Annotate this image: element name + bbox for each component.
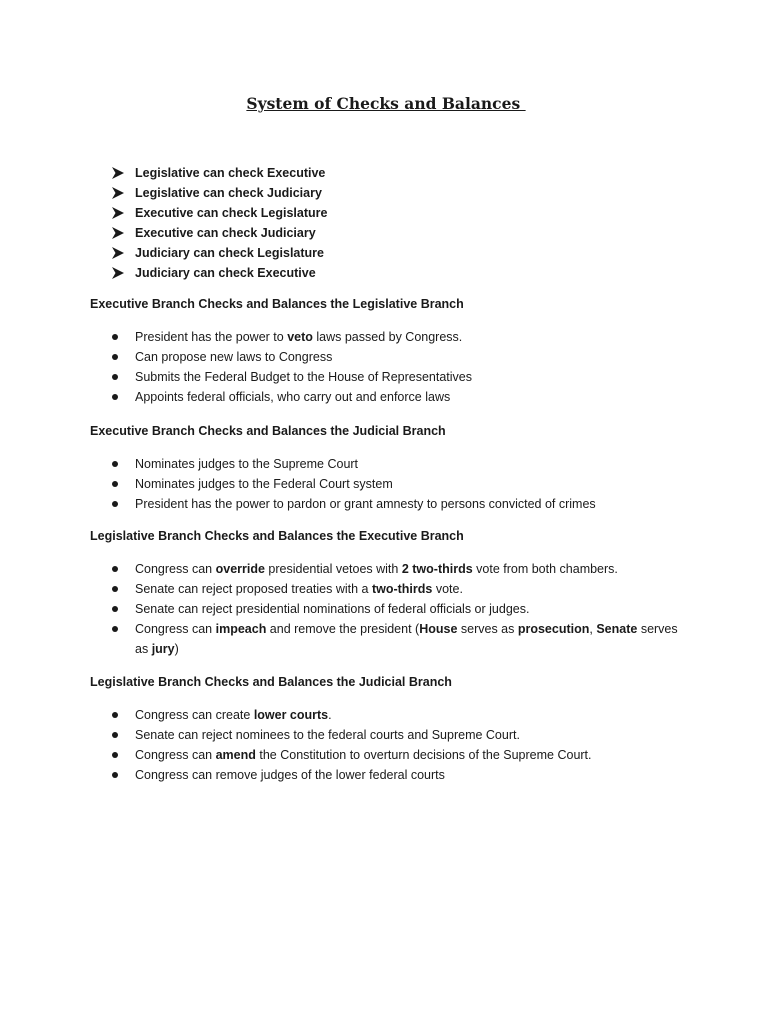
list-item: Congress can impeach and remove the president (House serves as prosecution, Senate serves as jury) <box>90 619 680 659</box>
list-item <box>112 203 327 223</box>
section-heading: Executive Branch Checks and Balances the Legislative Branch <box>90 297 464 311</box>
list-item: Senate can reject proposed treaties with a two-thirds vote. <box>90 579 680 599</box>
bullet-dot-icon <box>112 461 118 467</box>
section-heading: Legislative Branch Checks and Balances the Judicial Branch <box>90 675 452 689</box>
list-item: Nominates judges to the Supreme Court <box>90 454 680 474</box>
arrowhead-bullet-icon <box>112 247 135 259</box>
arrowhead-bullet-icon <box>112 187 135 199</box>
bullet-list <box>90 705 690 785</box>
bullet-dot-icon <box>112 772 118 778</box>
list-item: Senate can reject presidential nominations of federal officials or judges. <box>90 599 680 619</box>
summary-item-label: Legislative can check Executive <box>135 166 326 180</box>
list-item <box>112 243 327 263</box>
list-item <box>112 163 327 183</box>
list-item: Senate can reject nominees to the federal courts and Supreme Court. <box>90 725 680 745</box>
summary-list <box>112 163 327 283</box>
section-executive-legislative <box>90 296 690 407</box>
bullet-dot-icon <box>112 712 118 718</box>
bullet-dot-icon <box>112 566 118 572</box>
page-title: System of Checks and Balances <box>246 94 526 113</box>
list-item <box>112 183 327 203</box>
summary-item-label: Executive can check Judiciary <box>135 226 316 240</box>
arrowhead-bullet-icon <box>112 167 135 179</box>
bullet-dot-icon <box>112 394 118 400</box>
bullet-list <box>90 559 690 659</box>
section-legislative-judicial <box>90 674 690 785</box>
summary-item-label: Judiciary can check Legislature <box>135 246 324 260</box>
arrowhead-bullet-icon <box>112 227 135 239</box>
bullet-dot-icon <box>112 606 118 612</box>
summary-item-label: Legislative can check Judiciary <box>135 186 322 200</box>
summary-item-label: Executive can check Legislature <box>135 206 328 220</box>
list-item <box>112 263 327 283</box>
list-item: Appoints federal officials, who carry out and enforce laws <box>90 387 680 407</box>
bullet-list <box>90 327 690 407</box>
list-item: Congress can override presidential vetoes with 2 two-thirds vote from both chambers. <box>90 559 680 579</box>
bullet-dot-icon <box>112 752 118 758</box>
list-item: Nominates judges to the Federal Court system <box>90 474 680 494</box>
bullet-dot-icon <box>112 374 118 380</box>
bullet-dot-icon <box>112 481 118 487</box>
section-heading: Executive Branch Checks and Balances the Judicial Branch <box>90 424 446 438</box>
bullet-list <box>90 454 690 514</box>
list-item: Congress can create lower courts. <box>90 705 680 725</box>
list-item: Congress can remove judges of the lower federal courts <box>90 765 680 785</box>
list-item: President has the power to veto laws passed by Congress. <box>90 327 680 347</box>
list-item: President has the power to pardon or grant amnesty to persons convicted of crimes <box>90 494 680 514</box>
bullet-dot-icon <box>112 626 118 632</box>
section-legislative-executive <box>90 528 690 659</box>
bullet-dot-icon <box>112 334 118 340</box>
section-heading: Legislative Branch Checks and Balances the Executive Branch <box>90 529 464 543</box>
list-item: Submits the Federal Budget to the House of Representatives <box>90 367 680 387</box>
arrowhead-bullet-icon <box>112 207 135 219</box>
list-item: Congress can amend the Constitution to overturn decisions of the Supreme Court. <box>90 745 680 765</box>
bullet-dot-icon <box>112 586 118 592</box>
bullet-dot-icon <box>112 732 118 738</box>
list-item: Can propose new laws to Congress <box>90 347 680 367</box>
bullet-dot-icon <box>112 501 118 507</box>
bullet-dot-icon <box>112 354 118 360</box>
section-executive-judicial <box>90 423 690 514</box>
arrowhead-bullet-icon <box>112 267 135 279</box>
list-item <box>112 223 327 243</box>
summary-item-label: Judiciary can check Executive <box>135 266 316 280</box>
